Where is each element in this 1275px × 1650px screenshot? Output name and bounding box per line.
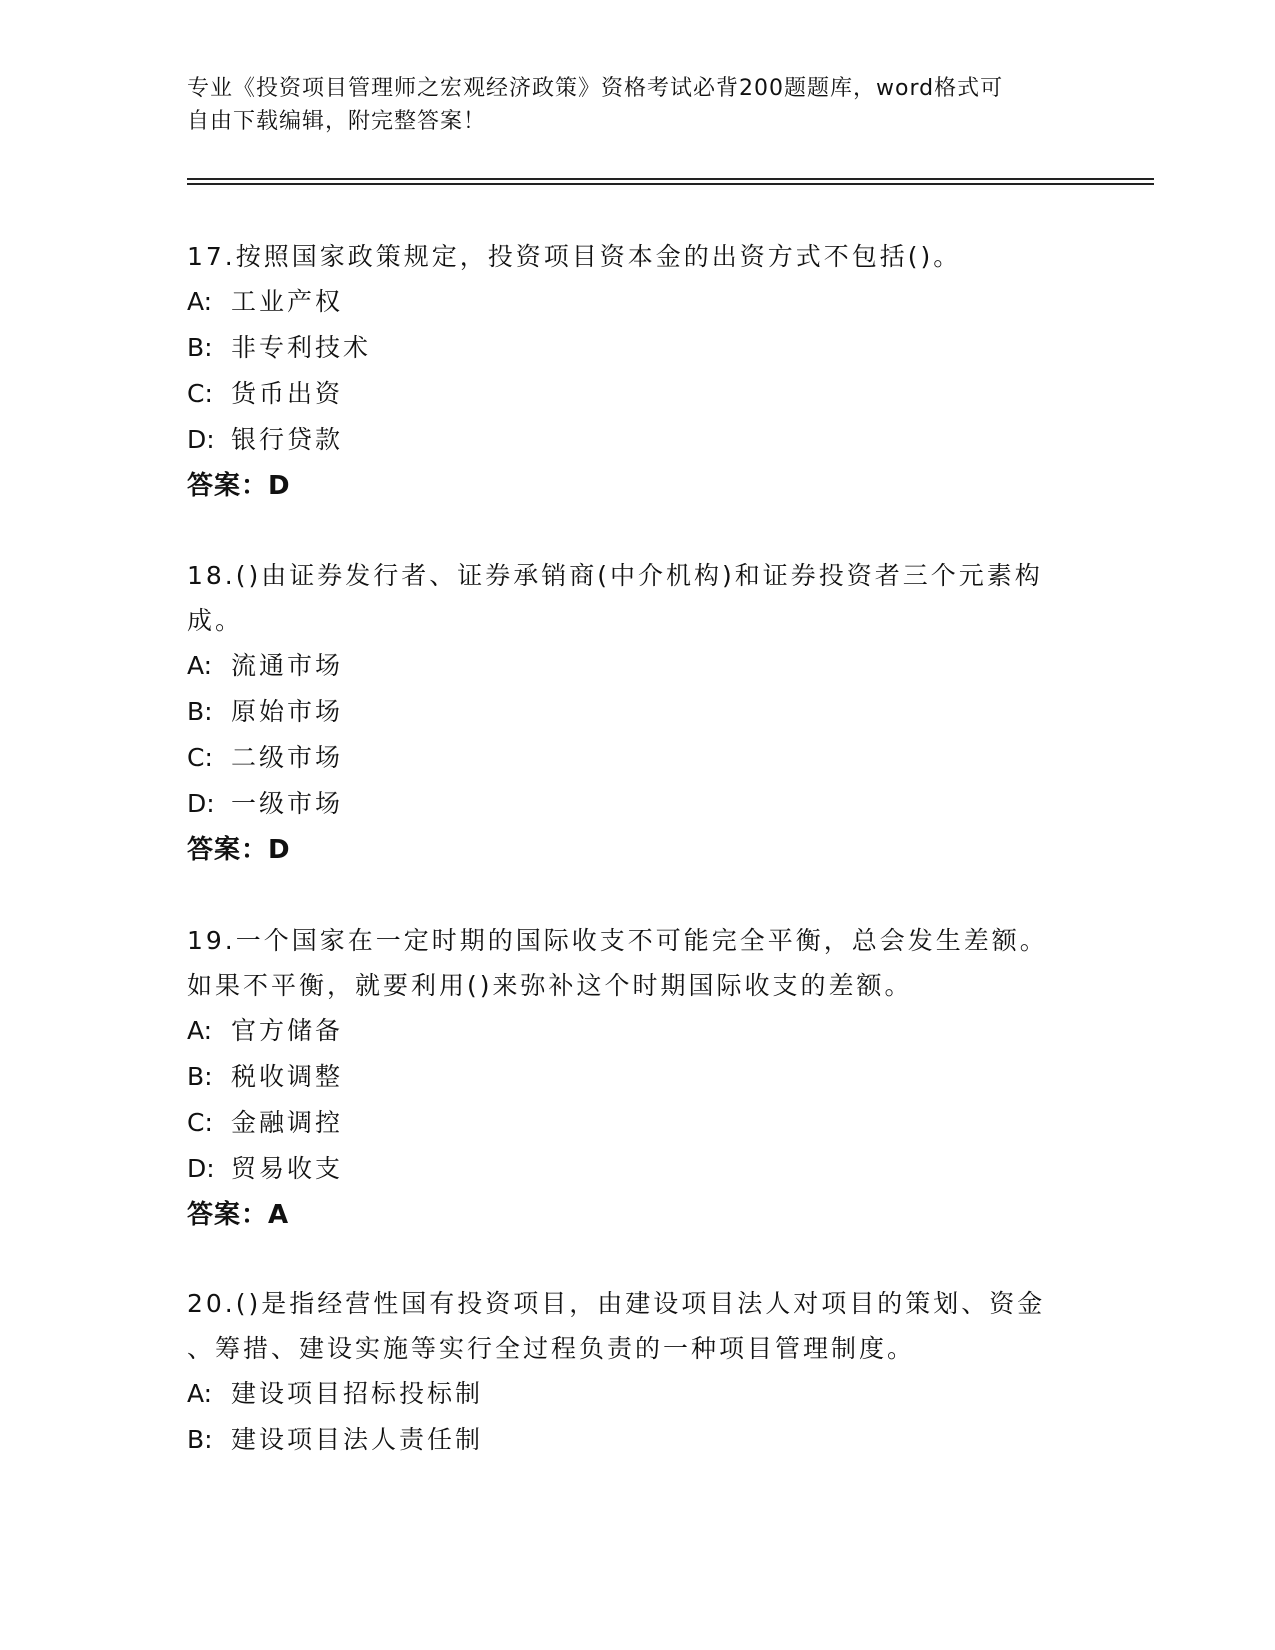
option-b <box>187 1417 1087 1463</box>
option-b <box>187 689 1087 735</box>
question-stem-line: 、筹措、建设实施等实行全过程负责的一种项目管理制度。 <box>187 1334 916 1363</box>
option-text: 一级市场 <box>231 789 344 818</box>
header-divider-top <box>187 178 1154 180</box>
option-text: 金融调控 <box>231 1108 344 1137</box>
option-c <box>187 1100 1087 1146</box>
option-text: 非专利技术 <box>231 333 372 362</box>
question-stem-line: 17.按照国家政策规定，投资项目资本金的出资方式不包括()。 <box>187 242 962 271</box>
question-stem <box>187 918 1087 1008</box>
option-letter: A: <box>187 1379 213 1408</box>
option-letter: D: <box>187 425 215 454</box>
option-b <box>187 1054 1087 1100</box>
option-letter: C: <box>187 743 213 772</box>
option-text: 贸易收支 <box>231 1154 344 1183</box>
question-stem-line: 20.()是指经营性国有投资项目，由建设项目法人对项目的策划、资金 <box>187 1289 1046 1318</box>
option-d <box>187 1146 1087 1192</box>
option-text: 官方储备 <box>231 1016 344 1045</box>
document-header <box>187 72 1067 138</box>
option-c <box>187 735 1087 781</box>
answer: 答案：D <box>187 835 291 865</box>
question-stem <box>187 234 1087 279</box>
question-stem-line: 成。 <box>187 606 244 635</box>
option-text: 建设项目法人责任制 <box>231 1425 484 1454</box>
option-a <box>187 279 1087 325</box>
option-d <box>187 781 1087 827</box>
question-stem <box>187 1281 1087 1371</box>
answer: 答案：A <box>187 1200 290 1230</box>
question-18 <box>187 553 1087 873</box>
option-letter: A: <box>187 287 213 316</box>
option-text: 二级市场 <box>231 743 344 772</box>
option-letter: A: <box>187 651 213 680</box>
option-text: 银行贷款 <box>231 425 344 454</box>
option-text: 货币出资 <box>231 379 344 408</box>
question-17 <box>187 234 1087 509</box>
option-letter: B: <box>187 1425 213 1454</box>
question-stem-line: 18.()由证券发行者、证券承销商(中介机构)和证券投资者三个元素构 <box>187 561 1043 590</box>
option-letter: B: <box>187 333 213 362</box>
option-d <box>187 417 1087 463</box>
option-letter: B: <box>187 1062 213 1091</box>
option-letter: C: <box>187 1108 213 1137</box>
header-line-2: 自由下载编辑，附完整答案！ <box>187 109 487 134</box>
option-letter: D: <box>187 1154 215 1183</box>
option-text: 建设项目招标投标制 <box>231 1379 484 1408</box>
option-a <box>187 1371 1087 1417</box>
option-letter: B: <box>187 697 213 726</box>
option-a <box>187 1008 1087 1054</box>
header-line-1: 专业《投资项目管理师之宏观经济政策》资格考试必背200题题库，word格式可 <box>187 76 1004 101</box>
option-text: 工业产权 <box>231 287 344 316</box>
header-divider-bottom <box>187 183 1154 185</box>
question-stem-line: 如果不平衡，就要利用()来弥补这个时期国际收支的差额。 <box>187 971 913 1000</box>
answer: 答案：D <box>187 471 291 501</box>
question-19 <box>187 918 1087 1238</box>
option-text: 原始市场 <box>231 697 344 726</box>
option-b <box>187 325 1087 371</box>
question-stem-line: 19.一个国家在一定时期的国际收支不可能完全平衡，总会发生差额。 <box>187 926 1048 955</box>
option-text: 税收调整 <box>231 1062 344 1091</box>
option-text: 流通市场 <box>231 651 344 680</box>
option-c <box>187 371 1087 417</box>
question-20 <box>187 1281 1087 1463</box>
option-letter: C: <box>187 379 213 408</box>
option-letter: A: <box>187 1016 213 1045</box>
question-stem <box>187 553 1087 643</box>
option-a <box>187 643 1087 689</box>
option-letter: D: <box>187 789 215 818</box>
